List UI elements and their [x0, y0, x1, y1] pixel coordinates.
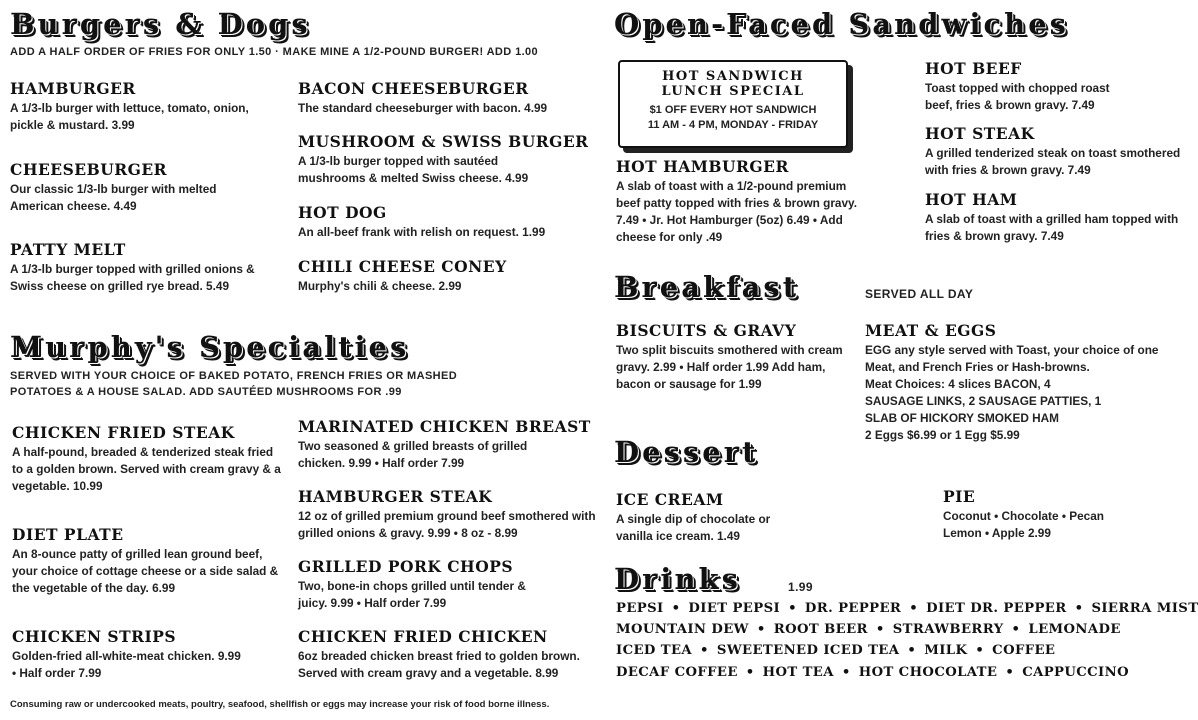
- drink-item: PEPSI: [616, 601, 664, 616]
- drink-item: STRAWBERRY: [892, 622, 1004, 637]
- item-desc: An all-beef frank with relish on request. 1.99: [298, 224, 546, 239]
- dessert-section-title: Dessert: [614, 435, 759, 469]
- menu-item-bacon-cheeseburger: [298, 80, 598, 117]
- item-desc: Two seasoned & grilled breasts of grilled chicken. 9.99 • Half order 7.99: [298, 438, 528, 470]
- drinks-row-4: [616, 665, 1129, 680]
- item-name: HOT DOG: [298, 203, 387, 222]
- drink-item: DECAF COFFEE: [616, 665, 738, 680]
- item-desc: Coconut • Chocolate • Pecan: [943, 508, 1104, 523]
- bullet-separator: •: [1011, 622, 1021, 637]
- item-desc: EGG any style served with Toast, your choice of one Meat, and French Fries or Hash-browns.: [865, 342, 1159, 374]
- menu-item-marinated-chicken-breast: [298, 417, 591, 472]
- breakfast-note: SERVED ALL DAY: [865, 287, 974, 301]
- drinks-section-title: Drinks: [614, 562, 741, 596]
- bullet-separator: •: [975, 643, 985, 658]
- item-desc: A slab of toast with a grilled ham topped with fries & brown gravy. 7.49: [925, 211, 1179, 243]
- drink-item: SIERRA MIST: [1091, 601, 1198, 616]
- item-name: HOT STEAK: [925, 124, 1035, 143]
- drinks-row-2: [616, 622, 1121, 637]
- promo-line-1: $1 OFF EVERY HOT SANDWICH: [649, 103, 817, 116]
- menu-item-hot-beef: [925, 60, 1135, 114]
- lunch-special-box: [618, 60, 848, 148]
- item-name: MARINATED CHICKEN BREAST: [298, 417, 591, 436]
- drink-item: ROOT BEER: [773, 622, 868, 637]
- menu-item-chicken-strips: [12, 628, 242, 682]
- item-name: HAMBURGER STEAK: [298, 487, 493, 506]
- menu-item-mushroom-swiss-burger: [298, 132, 589, 187]
- item-desc: Lemon • Apple 2.99: [943, 525, 1051, 540]
- menu-item-hot-steak: [925, 125, 1181, 179]
- item-desc: 2 Eggs $6.99 or 1 Egg $5.99: [865, 428, 1020, 443]
- drink-item: DIET PEPSI: [688, 601, 781, 616]
- item-desc: SAUSAGE LINKS, 2 SAUSAGE PATTIES, 1: [865, 394, 1102, 409]
- item-name: BACON CHEESEBURGER: [298, 79, 529, 98]
- drink-item: COFFEE: [992, 643, 1056, 658]
- drinks-row-3: [616, 643, 1055, 658]
- item-desc: A grilled tenderized steak on toast smothered with fries & brown gravy. 7.49: [925, 145, 1181, 177]
- drink-item: LEMONADE: [1028, 622, 1121, 637]
- drink-item: MOUNTAIN DEW: [616, 622, 749, 637]
- item-desc: The standard cheeseburger with bacon. 4.99: [298, 100, 548, 115]
- menu-item-hamburger-steak: [298, 488, 598, 542]
- drink-item: DIET DR. PEPPER: [926, 601, 1067, 616]
- promo-title-2: LUNCH SPECIAL: [661, 83, 805, 99]
- menu-item-meat-eggs: [865, 322, 1165, 444]
- item-name: CHICKEN FRIED CHICKEN: [298, 627, 548, 646]
- item-name: MUSHROOM & SWISS BURGER: [298, 132, 589, 151]
- item-desc: Murphy's chili & cheese. 2.99: [298, 278, 462, 293]
- bullet-separator: •: [1074, 601, 1084, 616]
- item-desc: Two split biscuits smothered with cream gravy. 2.99 • Half order 1.99 Add ham, bacon or sausage for 1.99: [616, 342, 843, 391]
- specialties-subtitle-2: POTATOES & A HOUSE SALAD. ADD SAUTÉED MUSHROOMS FOR .99: [10, 386, 402, 398]
- item-name: DIET PLATE: [12, 525, 124, 544]
- item-desc: An 8-ounce patty of grilled lean ground beef, your choice of cottage cheese or a side salad & the vegetable of the day. 6.99: [12, 546, 279, 595]
- specialties-section-title: Murphy's Specialties: [10, 330, 410, 364]
- item-name: BISCUITS & GRAVY: [616, 321, 797, 340]
- menu-item-chicken-fried-steak: [12, 424, 282, 495]
- promo-line-2: 11 AM - 4 PM, MONDAY - FRIDAY: [647, 118, 819, 131]
- item-desc: 12 oz of grilled premium ground beef smothered with grilled onions & gravy. 9.99 • 8 oz - 8.99: [298, 508, 596, 540]
- item-name: CHICKEN FRIED STEAK: [12, 423, 235, 442]
- food-safety-disclaimer: Consuming raw or undercooked meats, poultry, seafood, shellfish or eggs may increase your risk of food borne illness.: [10, 699, 550, 710]
- menu-item-hot-hamburger: [616, 158, 871, 246]
- item-name: HOT HAMBURGER: [616, 157, 789, 176]
- menu-item-hamburger: [10, 80, 280, 134]
- drink-item: ICED TEA: [616, 643, 693, 658]
- bullet-separator: •: [909, 601, 919, 616]
- open-faced-section-title: Open-Faced Sandwiches: [614, 7, 1069, 41]
- item-name: HOT HAM: [925, 190, 1018, 209]
- promo-title-1: HOT SANDWICH: [662, 69, 804, 84]
- menu-item-chicken-fried-chicken: [298, 628, 598, 682]
- menu-item-ice-cream: [616, 491, 806, 545]
- drink-item: SWEETENED ICED TEA: [716, 643, 900, 658]
- item-name: HOT BEEF: [925, 59, 1022, 78]
- menu-item-grilled-pork-chops: [298, 558, 548, 612]
- burgers-subtitle: ADD A HALF ORDER OF FRIES FOR ONLY 1.50 · MAKE MINE A 1/2-POUND BURGER! ADD 1.00: [10, 46, 539, 58]
- specialties-subtitle-1: SERVED WITH YOUR CHOICE OF BAKED POTATO, FRENCH FRIES OR MASHED: [10, 370, 458, 382]
- menu-item-chili-cheese-coney: [298, 258, 598, 295]
- item-desc: A slab of toast with a 1/2-pound premium beef patty topped with fries & brown gravy. 7.49 • Jr. Hot Hamburger (5oz) 6.49 • Add cheese for only .49: [616, 178, 857, 245]
- bullet-separator: •: [756, 622, 766, 637]
- item-desc: Golden-fried all-white-meat chicken. 9.99 • Half order 7.99: [12, 648, 241, 680]
- item-desc: A single dip of chocolate or vanilla ice cream. 1.49: [616, 511, 771, 543]
- bullet-separator: •: [875, 622, 885, 637]
- menu-item-hot-dog: [298, 204, 598, 241]
- item-name: PATTY MELT: [10, 240, 126, 259]
- bullet-separator: •: [788, 601, 797, 616]
- menu-item-pie: [943, 488, 1173, 542]
- item-desc: Our classic 1/3-lb burger with melted American cheese. 4.49: [10, 181, 217, 213]
- item-name: HAMBURGER: [10, 79, 136, 98]
- item-desc: A 1/3-lb burger topped with grilled onions & Swiss cheese on grilled rye bread. 5.49: [10, 261, 255, 293]
- drink-item: MILK: [924, 643, 968, 658]
- drink-item: DR. PEPPER: [804, 601, 902, 616]
- drinks-row-1: [616, 601, 1198, 616]
- item-desc: 6oz breaded chicken breast fried to golden brown. Served with cream gravy and a vegetable. 8.99: [298, 648, 580, 680]
- item-name: ICE CREAM: [616, 490, 724, 509]
- breakfast-section-title: Breakfast: [614, 270, 800, 304]
- item-desc: Meat Choices: 4 slices BACON, 4: [865, 377, 1051, 391]
- item-desc: A 1/3-lb burger with lettuce, tomato, onion, pickle & mustard. 3.99: [10, 100, 249, 132]
- menu-item-hot-ham: [925, 191, 1181, 245]
- bullet-separator: •: [1005, 665, 1015, 680]
- item-desc: Toast topped with chopped roast beef, fries & brown gravy. 7.49: [925, 80, 1110, 112]
- item-desc: Two, bone-in chops grilled until tender & juicy. 9.99 • Half order 7.99: [298, 578, 526, 610]
- item-desc: SLAB OF HICKORY SMOKED HAM: [865, 411, 1059, 426]
- item-name: CHILI CHEESE CONEY: [298, 257, 507, 276]
- drinks-price: 1.99: [788, 580, 813, 594]
- item-name: GRILLED PORK CHOPS: [298, 557, 514, 576]
- item-name: CHEESEBURGER: [10, 160, 168, 179]
- item-name: CHICKEN STRIPS: [12, 627, 177, 646]
- bullet-separator: •: [700, 643, 709, 658]
- item-name: MEAT & EGGS: [865, 321, 997, 340]
- item-desc: A 1/3-lb burger topped with sautéed mushrooms & melted Swiss cheese. 4.99: [298, 153, 529, 185]
- menu-item-patty-melt: [10, 241, 285, 295]
- burgers-section-title: Burgers & Dogs: [10, 7, 311, 41]
- menu-item-cheeseburger: [10, 161, 250, 215]
- item-desc: A half-pound, breaded & tenderized steak fried to a golden brown. Served with cream gravy & a vegetable. 10.99: [12, 444, 281, 493]
- bullet-separator: •: [907, 643, 917, 658]
- menu-item-diet-plate: [12, 526, 280, 597]
- item-name: PIE: [943, 487, 976, 506]
- menu-item-biscuits-gravy: [616, 322, 846, 393]
- bullet-separator: •: [671, 601, 681, 616]
- bullet-separator: •: [745, 665, 755, 680]
- drink-item: HOT CHOCOLATE: [858, 665, 998, 680]
- bullet-separator: •: [841, 665, 851, 680]
- drink-item: HOT TEA: [762, 665, 834, 680]
- drink-item: CAPPUCCINO: [1022, 665, 1129, 680]
